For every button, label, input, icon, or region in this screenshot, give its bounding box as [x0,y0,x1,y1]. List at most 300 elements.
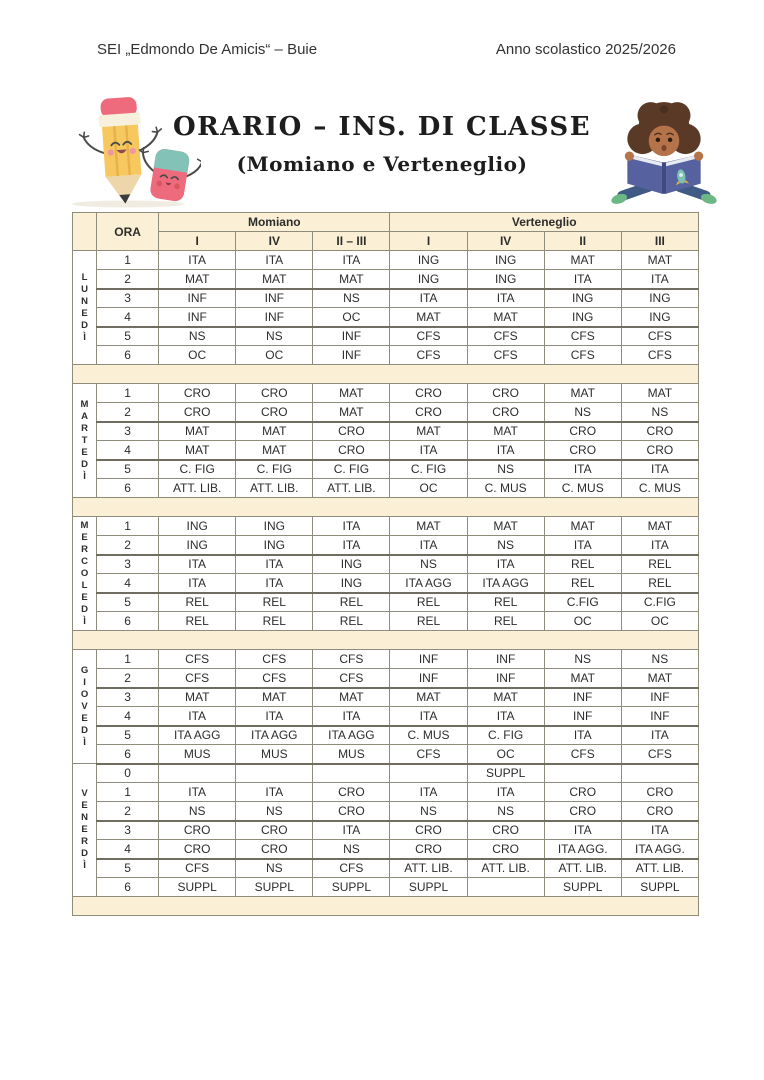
day-separator-cell [73,365,699,384]
subject-cell: CRO [621,441,698,460]
subject-cell: NS [467,460,544,479]
momiano-class-header: IV [236,232,313,251]
subject-cell: MAT [544,251,621,270]
subject-cell: ITA [467,783,544,802]
subject-cell: ITA [544,536,621,555]
subject-cell: ITA [236,707,313,726]
subject-cell: C.FIG [544,593,621,612]
day-separator [73,631,699,650]
timetable-row [73,802,699,821]
timetable-row [73,745,699,764]
subject-cell: CRO [313,783,390,802]
subject-cell: NS [544,650,621,669]
hour-cell: 3 [97,289,159,308]
subject-cell: OC [159,346,236,365]
timetable-row [73,536,699,555]
subject-cell: ITA AGG [159,726,236,745]
hour-cell: 1 [97,517,159,536]
subject-cell: ITA AGG. [621,840,698,859]
hour-cell: 5 [97,859,159,878]
subject-cell: ING [159,517,236,536]
subject-cell: ING [236,536,313,555]
timetable-row [73,422,699,441]
timetable-row [73,346,699,365]
subject-cell: MAT [467,688,544,707]
subject-cell: OC [544,612,621,631]
timetable-row [73,555,699,574]
timetable-header-row-2 [73,232,699,251]
subject-cell: ITA AGG. [544,840,621,859]
subject-cell: ITA [313,251,390,270]
timetable-row [73,327,699,346]
momiano-group-header: Momiano [159,213,390,232]
subject-cell: MAT [621,517,698,536]
subject-cell: REL [313,612,390,631]
day-label: G I O V E D Ì [73,650,97,764]
timetable-row [73,840,699,859]
subject-cell: CRO [467,821,544,840]
hour-cell: 1 [97,650,159,669]
hour-cell: 3 [97,422,159,441]
subject-cell: CFS [544,327,621,346]
timetable-row [73,479,699,498]
subject-cell: MAT [621,384,698,403]
subject-cell: MUS [159,745,236,764]
verteneglio-class-header: III [621,232,698,251]
page-title: ORARIO – INS. DI CLASSE [172,112,592,142]
subject-cell: C. MUS [544,479,621,498]
subject-cell: C. FIG [159,460,236,479]
subject-cell: INF [621,688,698,707]
subject-cell: NS [390,555,467,574]
subject-cell [313,764,390,783]
subject-cell: MAT [621,669,698,688]
subject-cell: NS [621,650,698,669]
subject-cell: OC [390,479,467,498]
subject-cell: MUS [313,745,390,764]
subject-cell: MAT [159,270,236,289]
timetable-row [73,821,699,840]
subject-cell [621,764,698,783]
subject-cell: OC [467,745,544,764]
subject-cell: ITA [313,536,390,555]
subject-cell: ATT. LIB. [159,479,236,498]
timetable-row [73,270,699,289]
hour-cell: 5 [97,327,159,346]
subject-cell: MAT [159,422,236,441]
subject-cell: CFS [390,327,467,346]
subject-cell: CRO [159,384,236,403]
subject-cell: ATT. LIB. [467,859,544,878]
subject-cell: ITA [621,270,698,289]
hour-cell: 2 [97,403,159,422]
subject-cell: INF [544,688,621,707]
hour-cell: 6 [97,745,159,764]
subject-cell: NS [236,327,313,346]
corner-cell [73,213,97,251]
subject-cell [544,764,621,783]
subject-cell: CFS [313,859,390,878]
subject-cell: CRO [159,840,236,859]
subject-cell: MAT [313,384,390,403]
subject-cell: MAT [390,308,467,327]
subject-cell: CFS [390,745,467,764]
timetable-row [73,289,699,308]
subject-cell: CRO [544,802,621,821]
hour-cell: 6 [97,479,159,498]
subject-cell: INF [159,308,236,327]
subject-cell: C. MUS [621,479,698,498]
subject-cell: MAT [467,422,544,441]
subject-cell: NS [544,403,621,422]
subject-cell: CRO [544,422,621,441]
subject-cell: ATT. LIB. [544,859,621,878]
subject-cell: NS [159,327,236,346]
hour-cell: 6 [97,346,159,365]
subject-cell: ING [467,251,544,270]
subject-cell: MAT [313,688,390,707]
subject-cell: REL [544,555,621,574]
verteneglio-class-header: IV [467,232,544,251]
subject-cell: ATT. LIB. [236,479,313,498]
timetable-row [73,308,699,327]
subject-cell: CFS [621,327,698,346]
subject-cell: NS [390,802,467,821]
day-label: M E R C O L E D Ì [73,517,97,631]
subject-cell: MAT [236,422,313,441]
subject-cell: C. FIG [467,726,544,745]
subject-cell: INF [390,650,467,669]
verteneglio-group-header: Verteneglio [390,213,699,232]
subject-cell: ITA AGG [313,726,390,745]
subject-cell: ATT. LIB. [313,479,390,498]
timetable-row [73,517,699,536]
subject-cell: MAT [390,517,467,536]
hour-cell: 5 [97,726,159,745]
subject-cell: REL [236,593,313,612]
hour-cell: 5 [97,460,159,479]
hour-cell: 4 [97,308,159,327]
subject-cell: NS [467,536,544,555]
subject-cell: C. FIG [236,460,313,479]
subject-cell: ITA [621,536,698,555]
ora-header: ORA [97,213,159,251]
subject-cell: CRO [467,403,544,422]
subject-cell: CRO [313,422,390,441]
hour-cell: 2 [97,270,159,289]
subject-cell: REL [390,593,467,612]
timetable-body [73,251,699,916]
subject-cell: INF [159,289,236,308]
subject-cell: REL [159,612,236,631]
subject-cell: REL [313,593,390,612]
subject-cell: MAT [621,251,698,270]
hour-cell: 2 [97,669,159,688]
subject-cell: CFS [159,859,236,878]
subject-cell: C.FIG [621,593,698,612]
subject-cell: MAT [236,270,313,289]
subject-cell: ITA [544,821,621,840]
day-separator-cell [73,631,699,650]
subject-cell: CFS [159,650,236,669]
page-subtitle: (Momiano e Verteneglio) [236,152,528,176]
subject-cell: ING [159,536,236,555]
hour-cell: 4 [97,840,159,859]
subject-cell: SUPPL [313,878,390,897]
subject-cell: ITA [390,707,467,726]
subject-cell: NS [621,403,698,422]
school-name: SEI „Edmondo De Amicis“ – Buie [97,41,318,58]
subject-cell: REL [236,612,313,631]
subject-cell: MAT [390,688,467,707]
timetable-row [73,783,699,802]
subject-cell: MAT [236,441,313,460]
subject-cell: ITA [159,574,236,593]
timetable-row [73,764,699,783]
timetable-row [73,612,699,631]
timetable-row [73,878,699,897]
subject-cell: CRO [159,821,236,840]
subject-cell: CFS [313,650,390,669]
subject-cell: ITA [467,441,544,460]
subject-cell: CRO [313,441,390,460]
subject-cell: MAT [544,669,621,688]
subject-cell: ITA [621,726,698,745]
subject-cell: MAT [390,422,467,441]
subject-cell: CFS [544,745,621,764]
timetable-row [73,593,699,612]
subject-cell: NS [467,802,544,821]
subject-cell: CFS [621,346,698,365]
day-separator-cell [73,498,699,517]
subject-cell: ITA [621,460,698,479]
timetable-row [73,650,699,669]
subject-cell: CFS [467,327,544,346]
subject-cell: CRO [236,821,313,840]
subject-cell: CRO [313,802,390,821]
subject-cell: REL [159,593,236,612]
title-block [0,112,764,176]
subject-cell: MAT [544,517,621,536]
subject-cell: CRO [236,384,313,403]
subject-cell: REL [621,574,698,593]
subject-cell: C. FIG [313,460,390,479]
subject-cell: INF [544,707,621,726]
subject-cell: SUPPL [544,878,621,897]
subject-cell: INF [390,669,467,688]
subject-cell: ITA [159,783,236,802]
subject-cell: CFS [236,669,313,688]
subject-cell: MAT [313,270,390,289]
timetable-row [73,460,699,479]
subject-cell: NS [236,802,313,821]
momiano-class-header: II – III [313,232,390,251]
subject-cell: REL [467,612,544,631]
timetable-row [73,707,699,726]
subject-cell: CFS [621,745,698,764]
hour-cell: 1 [97,783,159,802]
subject-cell: ITA [467,707,544,726]
subject-cell: SUPPL [159,878,236,897]
subject-cell: ITA [390,536,467,555]
subject-cell: CFS [236,650,313,669]
timetable-row [73,859,699,878]
hour-cell: 4 [97,707,159,726]
subject-cell: CFS [467,346,544,365]
subject-cell: CRO [236,403,313,422]
subject-cell: SUPPL [390,878,467,897]
subject-cell: ING [390,251,467,270]
subject-cell: CRO [467,840,544,859]
subject-cell: MAT [544,384,621,403]
subject-cell: MAT [236,688,313,707]
subject-cell: ATT. LIB. [621,859,698,878]
hour-cell: 1 [97,384,159,403]
subject-cell: CRO [621,422,698,441]
subject-cell: MUS [236,745,313,764]
subject-cell: SUPPL [467,764,544,783]
subject-cell: INF [313,327,390,346]
subject-cell: ING [467,270,544,289]
subject-cell: ITA [236,574,313,593]
subject-cell: ITA AGG [390,574,467,593]
subject-cell: REL [621,555,698,574]
timetable-table [72,212,699,916]
hour-cell: 2 [97,536,159,555]
subject-cell: MAT [313,403,390,422]
subject-cell: REL [390,612,467,631]
subject-cell [159,764,236,783]
subject-cell: SUPPL [621,878,698,897]
subject-cell: ITA [390,783,467,802]
subject-cell: ITA [621,821,698,840]
subject-cell: ING [313,574,390,593]
subject-cell: INF [467,669,544,688]
subject-cell: ING [313,555,390,574]
momiano-class-header: I [159,232,236,251]
subject-cell: ITA [313,517,390,536]
subject-cell: OC [236,346,313,365]
subject-cell: CFS [544,346,621,365]
subject-cell: OC [621,612,698,631]
subject-cell [236,764,313,783]
timetable-row [73,574,699,593]
day-separator [73,365,699,384]
day-separator-cell [73,897,699,916]
subject-cell: CRO [390,384,467,403]
subject-cell: NS [159,802,236,821]
day-label: V E N E R D Ì [73,764,97,897]
subject-cell: CRO [390,403,467,422]
subject-cell: ITA [159,555,236,574]
timetable-row [73,251,699,270]
subject-cell: REL [467,593,544,612]
hour-cell: 3 [97,688,159,707]
subject-cell: INF [621,707,698,726]
subject-cell: ITA AGG [467,574,544,593]
subject-cell: CRO [390,821,467,840]
timetable-row [73,726,699,745]
timetable-row [73,669,699,688]
subject-cell: C. MUS [390,726,467,745]
day-separator [73,498,699,517]
subject-cell: ITA [159,251,236,270]
subject-cell: MAT [159,688,236,707]
subject-cell: ITA [236,251,313,270]
subject-cell: ITA [390,441,467,460]
subject-cell: ING [390,270,467,289]
subject-cell: ITA [390,289,467,308]
hour-cell: 3 [97,821,159,840]
verteneglio-class-header: II [544,232,621,251]
hour-cell: 6 [97,612,159,631]
subject-cell: NS [236,859,313,878]
day-label: L U N E D Ì [73,251,97,365]
timetable [72,212,699,916]
hour-cell: 1 [97,251,159,270]
subject-cell: ITA [236,783,313,802]
subject-cell: C. MUS [467,479,544,498]
subject-cell: ITA [159,707,236,726]
day-separator [73,897,699,916]
subject-cell: ING [621,289,698,308]
subject-cell: NS [313,840,390,859]
subject-cell: CRO [467,384,544,403]
subject-cell: CFS [313,669,390,688]
subject-cell: ITA [467,555,544,574]
subject-cell: SUPPL [236,878,313,897]
subject-cell: CRO [544,441,621,460]
subject-cell: ING [621,308,698,327]
subject-cell: INF [313,346,390,365]
subject-cell: ING [544,289,621,308]
subject-cell: CFS [159,669,236,688]
subject-cell: ITA AGG [236,726,313,745]
subject-cell: CFS [390,346,467,365]
subject-cell: ING [544,308,621,327]
timetable-header-row-1 [73,213,699,232]
hour-cell: 3 [97,555,159,574]
timetable-row [73,403,699,422]
school-year: Anno scolastico 2025/2026 [495,41,676,58]
hour-cell: 2 [97,802,159,821]
subject-cell: CRO [621,802,698,821]
verteneglio-class-header: I [390,232,467,251]
subject-cell: ITA [544,460,621,479]
subject-cell: OC [313,308,390,327]
subject-cell: ING [236,517,313,536]
subject-cell: INF [236,289,313,308]
subject-cell: ITA [544,270,621,289]
timetable-row [73,688,699,707]
subject-cell: ATT. LIB. [390,859,467,878]
subject-cell: ITA [467,289,544,308]
subject-cell: CRO [390,840,467,859]
subject-cell: MAT [159,441,236,460]
subject-cell: CRO [159,403,236,422]
subject-cell: C. FIG [390,460,467,479]
subject-cell: ITA [236,555,313,574]
subject-cell: MAT [467,308,544,327]
hour-cell: 0 [97,764,159,783]
timetable-row [73,384,699,403]
subject-cell: CRO [544,783,621,802]
subject-cell [467,878,544,897]
subject-cell [390,764,467,783]
subject-cell: CRO [621,783,698,802]
hour-cell: 5 [97,593,159,612]
subject-cell: INF [236,308,313,327]
